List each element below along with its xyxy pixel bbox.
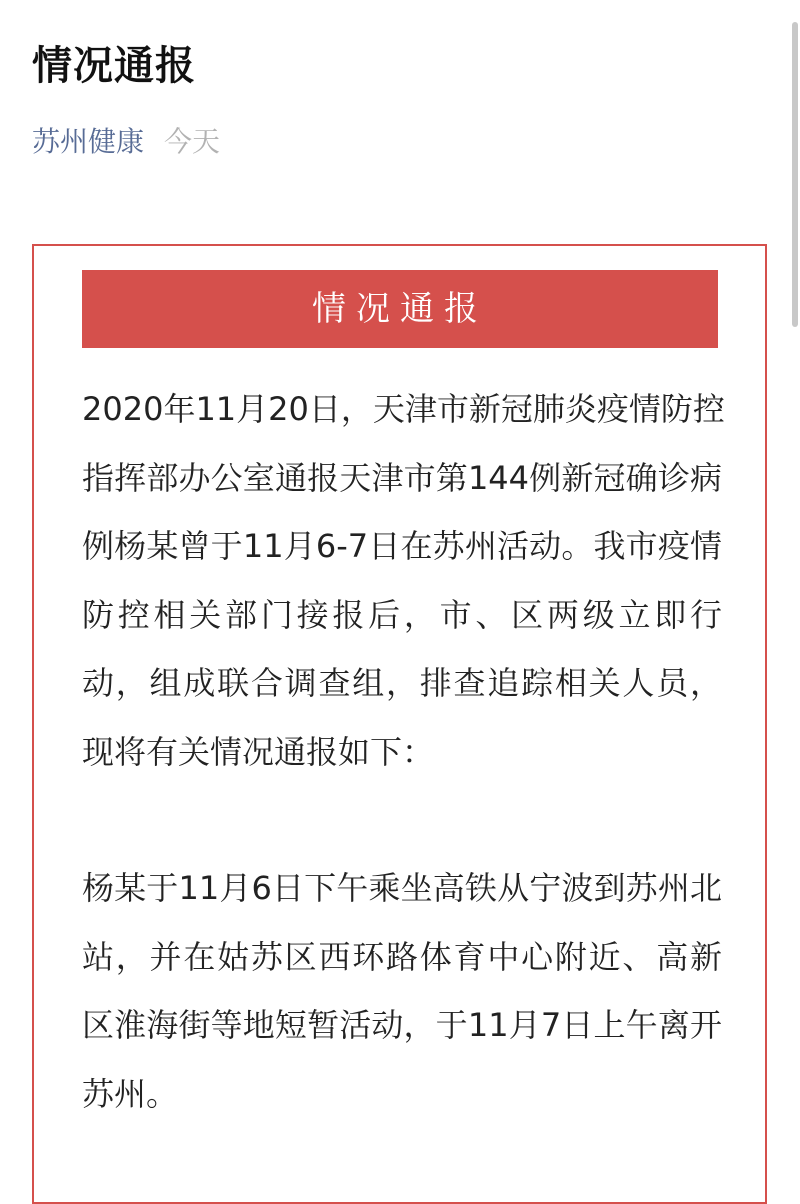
- account-name-link[interactable]: 苏州健康: [32, 125, 145, 158]
- paragraph-line: 例杨某曾于11月6-7日在苏州活动。我市疫情: [82, 527, 722, 565]
- paragraph-line: 2020年11月20日，天津市新冠肺炎疫情防控: [82, 390, 725, 428]
- paragraph-line: 杨某于11月6日下午乘坐高铁从宁波到苏州北: [82, 869, 722, 907]
- paragraph-line: 站，并在姑苏区西环路体育中心附近、高新: [82, 937, 722, 976]
- paragraph-line: 动，组成联合调查组，排查追踪相关人员，: [82, 664, 722, 702]
- paragraph-line: 现将有关情况通报如下：: [82, 732, 435, 771]
- paragraph-line: 区淮海街等地短暂活动，于11月7日上午离开: [82, 1006, 722, 1044]
- scrollbar[interactable]: [792, 22, 798, 327]
- paragraph-line: 苏州。: [82, 1074, 179, 1113]
- paragraph-line: 防控相关部门接报后，市、区两级立即行: [82, 595, 722, 634]
- paragraph-intro: [82, 375, 725, 786]
- article-title: 情况通报: [32, 43, 196, 89]
- notice-banner: 情况通报: [82, 270, 718, 348]
- article-meta: [32, 120, 220, 164]
- publish-date: 今天: [164, 125, 221, 158]
- paragraph-details: [82, 854, 722, 1128]
- paragraph-line: 指挥部办公室通报天津市第144例新冠确诊病: [82, 458, 722, 497]
